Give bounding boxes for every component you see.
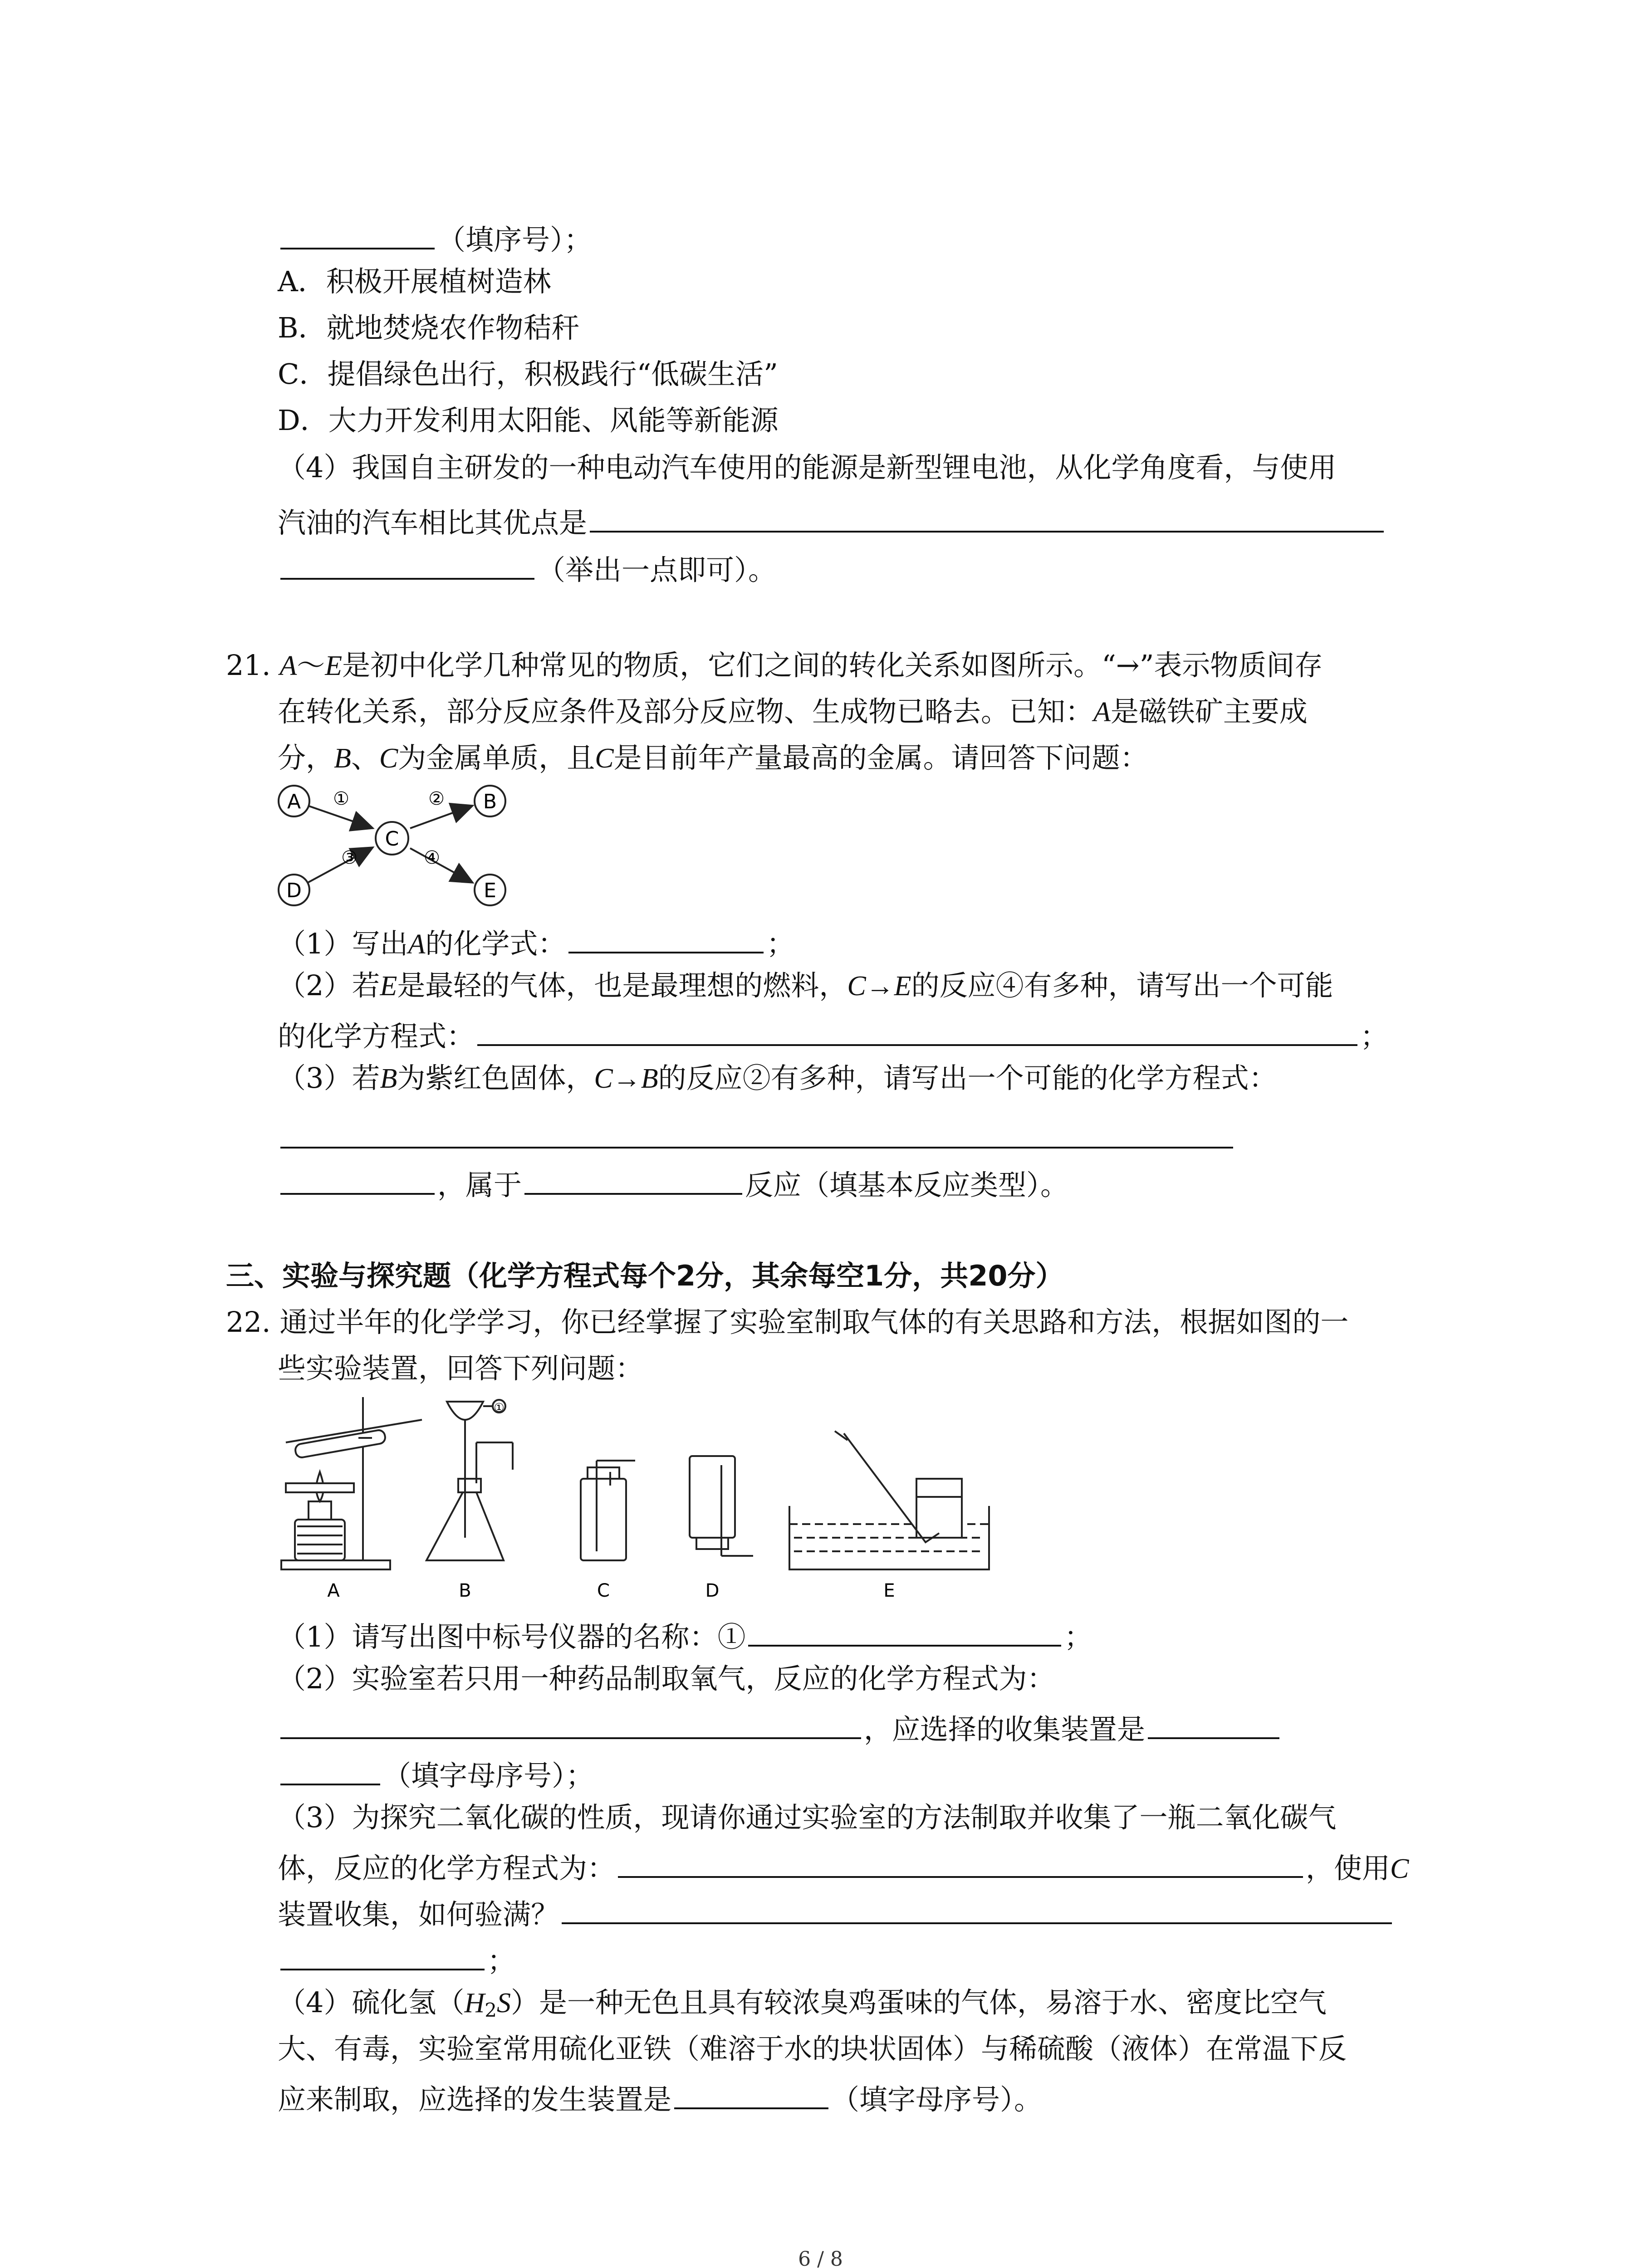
answer-blank[interactable] (1148, 1711, 1279, 1739)
q21-stem-line2: 在转化关系，部分反应条件及部分反应物、生成物已略去。已知：A是磁铁矿主要成 (278, 695, 1308, 728)
q22-part2-line1: （2）实验室若只用一种药品制取氧气，反应的化学方程式为： (278, 1662, 1055, 1695)
reaction-4-label: ④ (424, 847, 440, 868)
reaction-3-label: ③ (341, 847, 358, 868)
q21-part2-line2: 的化学方程式： ； (278, 1018, 1388, 1051)
answer-blank[interactable] (590, 504, 1384, 533)
reaction-1-label: ① (333, 788, 349, 809)
q20-part4-line2: 汽油的汽车相比其优点是 (278, 504, 1386, 537)
apparatus-d (690, 1456, 753, 1556)
node-e (475, 875, 505, 905)
answer-blank[interactable] (477, 1018, 1357, 1046)
apparatus-a-label: A (327, 1580, 340, 1601)
apparatus-figure (272, 1388, 1025, 1606)
apparatus-b-label: B (459, 1580, 471, 1601)
node-a-label: A (287, 790, 301, 813)
apparatus-c (581, 1461, 635, 1560)
q20-fill-line: （填序号）； (278, 221, 592, 254)
node-e-label: E (484, 879, 496, 902)
q22-part3-line2: 体，反应的化学方程式为： ，使用C (278, 1850, 1409, 1883)
arrow-d-c (308, 847, 373, 883)
q22-part1: （1）请写出图中标号仪器的名称：① ； (278, 1618, 1092, 1651)
q22-part2-line2: ，应选择的收集装置是 (278, 1711, 1282, 1744)
q21-part1: （1）写出A的化学式： ； (278, 925, 794, 958)
q21-part2-line1: （2）若E是最轻的气体，也是最理想的燃料，C→E的反应④有多种，请写出一个可能 (278, 969, 1333, 1002)
q20-option-a: A．积极开展植树造林 (278, 265, 551, 298)
q22-part3-line3: 装置收集，如何验满？ (278, 1896, 1395, 1929)
q20-option-b: B．就地焚烧农作物秸秆 (278, 311, 580, 344)
apparatus-d-label: D (705, 1580, 720, 1601)
q20-part4-line1: （4）我国自主研发的一种电动汽车使用的能源是新型锂电池，从化学角度看，与使用 (278, 451, 1337, 484)
answer-blank[interactable] (674, 2081, 828, 2109)
node-b-label: B (483, 790, 497, 813)
q22-stem-line1: 22. 通过半年的化学学习，你已经掌握了实验室制取气体的有关思路和方法，根据如图的一 (226, 1305, 1349, 1339)
apparatus-c-label: C (597, 1580, 610, 1601)
q21-stem-line3: 分，B、C为金属单质，且C是目前年产量最高的金属。请回答下问题： (278, 741, 1148, 774)
q22-part2-line3: （填字母序号）； (278, 1757, 594, 1790)
q22-stem-line2: 些实验装置，回答下列问题： (278, 1352, 644, 1385)
answer-blank[interactable] (280, 1942, 485, 1970)
answer-blank[interactable] (568, 925, 764, 953)
apparatus-e (789, 1431, 989, 1569)
answer-blank[interactable] (524, 1167, 742, 1195)
reaction-2-label: ② (428, 788, 445, 809)
q21-stem-line1: 21. A～E是初中化学几种常见的物质，它们之间的转化关系如图所示。“→”表示物质间存 (226, 649, 1323, 682)
answer-blank[interactable] (280, 1757, 380, 1785)
apparatus-b (426, 1400, 513, 1560)
node-a (279, 786, 309, 816)
answer-blank[interactable] (562, 1896, 1392, 1924)
apparatus-a (281, 1397, 422, 1569)
q20-part4-line3: （举出一点即可）。 (278, 552, 776, 584)
q22-part4-line1: （4）硫化氢$(H_2S)$是一种无色且具有较浓臭鸡蛋味的气体，易溶于水、密度比空气 (278, 1986, 1327, 2021)
q20-option-c: C．提倡绿色出行，积极践行“低碳生活” (278, 357, 778, 391)
node-c-label: C (385, 827, 399, 850)
answer-blank[interactable] (748, 1618, 1061, 1647)
arrow-c-e (410, 848, 473, 883)
q21-part3-line2 (278, 1120, 1236, 1153)
marker-1: ① (494, 1401, 505, 1415)
answer-blank[interactable] (280, 1711, 861, 1739)
apparatus-e-label: E (883, 1580, 895, 1601)
node-d-label: D (286, 879, 302, 902)
node-c (376, 822, 408, 855)
answer-blank[interactable] (280, 552, 534, 580)
q21-part3-line3: ，属于 反应（填基本反应类型）。 (278, 1167, 1068, 1199)
section3-heading: 三、实验与探究题（化学方程式每个2分，其余每空1分，共20分） (226, 1259, 1064, 1292)
q22-part3-line1: （3）为探究二氧化碳的性质，现请你通过实验室的方法制取并收集了一瓶二氧化碳气 (278, 1801, 1337, 1834)
node-b (475, 786, 505, 816)
q20-option-d: D．大力开发利用太阳能、风能等新能源 (278, 404, 779, 437)
q22-part3-line4: ； (278, 1942, 515, 1975)
page-number: 6 / 8 (798, 2248, 843, 2268)
answer-blank[interactable] (280, 1167, 435, 1195)
answer-blank[interactable] (280, 1120, 1233, 1149)
q22-part4-line3: 应来制取，应选择的发生装置是 （填字母序号）。 (278, 2081, 1042, 2114)
q22-part4-line2: 大、有毒，实验室常用硫化亚铁（难溶于水的块状固体）与稀硫酸（液体）在常温下反 (278, 2032, 1347, 2065)
q21-part3-line1: （3）若B为紫红色固体，C→B的反应②有多种，请写出一个可能的化学方程式： (278, 1061, 1277, 1095)
conversion-diagram (272, 779, 526, 915)
answer-blank[interactable] (618, 1850, 1303, 1878)
answer-blank[interactable] (280, 221, 435, 249)
node-d (279, 875, 309, 905)
